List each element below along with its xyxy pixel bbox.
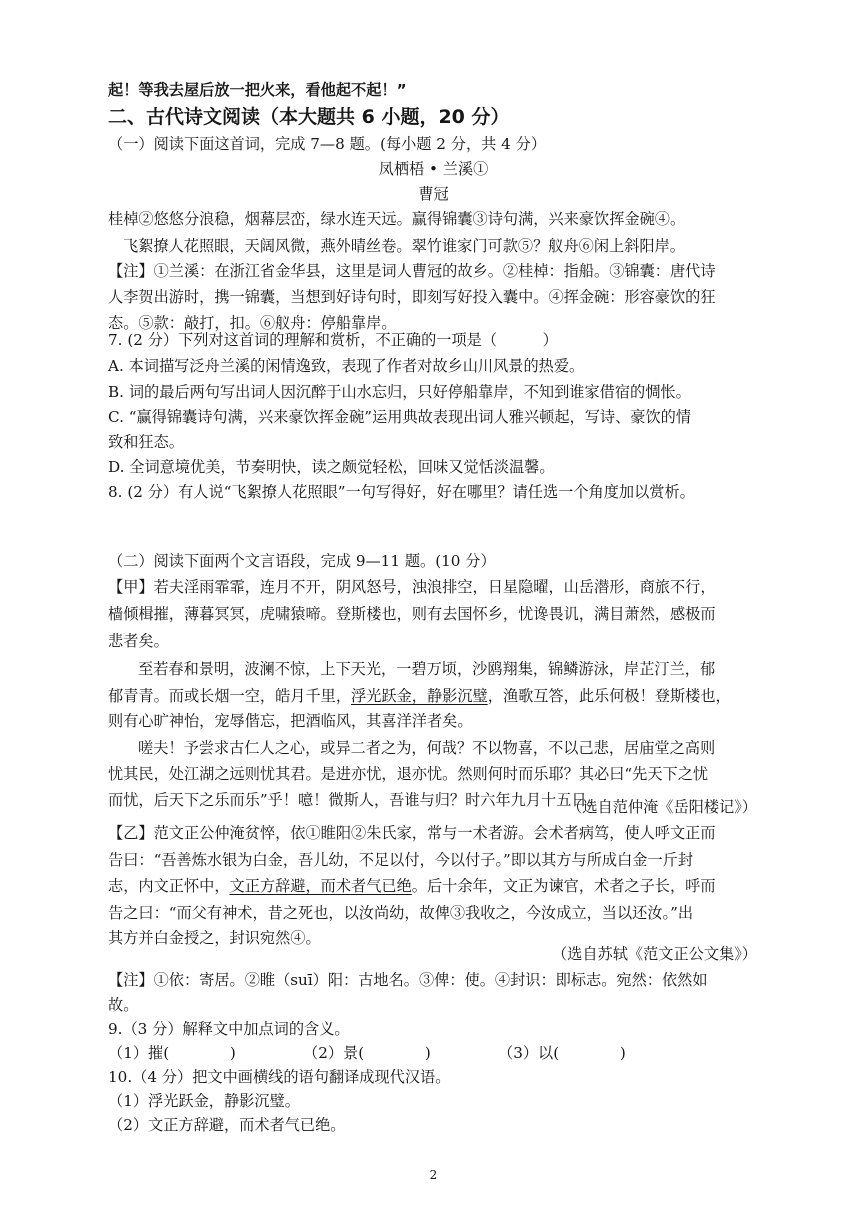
passage-jia-line: 忧其民，处江湖之远则忧其君。是进亦忧，退亦忧。然则何时而乐耶？其必曰“先天下之忧 — [108, 765, 709, 783]
passage-jia-line: 樯倾楫摧，薄暮冥冥，虎啸猿啼。登斯楼也，则有去国怀乡，忧谗畏讥，满目萧然，感极而 — [108, 605, 716, 623]
passage-yi-note-cont: 故。 — [108, 996, 139, 1014]
page-number: 2 — [429, 1168, 438, 1182]
question-9-item-3: （3）以( ) — [498, 1044, 626, 1062]
underlined-sentence-2: 文正方辞避，而术者气已绝 — [229, 877, 412, 895]
question-10-item-1: （1）浮光跃金，静影沉璧。 — [108, 1092, 300, 1110]
question-8: 8. (2 分）有人说“飞絮撩人花照眼”一句写得好，好在哪里？请任选一个角度加以赏析。 — [108, 483, 695, 501]
poem-line: 桂棹②悠悠分浪稳，烟幕层峦，绿水连天远。赢得锦囊③诗句满，兴来豪饮挥金碗④。 — [108, 210, 686, 228]
passage-yi-source: （选自苏轼《范文正公文集》） — [551, 945, 757, 963]
passage-yi-note: 【注】①依：寄居。②睢（suī）阳：古地名。③俾：使。④封识：即标志。宛然：依然如 — [108, 971, 708, 989]
question-7-stem: 7. (2 分）下列对这首词的理解和赏析，不正确的一项是（ ） — [108, 331, 558, 349]
passage-jia-line: 则有心旷神怡，宠辱偕忘，把酒临风，其喜洋洋者矣。 — [108, 712, 473, 730]
passage-yi-line: 其方并白金授之，封识宛然④。 — [108, 929, 321, 947]
passage-yi-line: 【乙】范文正公仲淹贫悴，依①睢阳②朱氏家，常与一术者游。会术者病笃，使人呼文正而 — [108, 824, 716, 842]
poem-title: 凤栖梧 • 兰溪① — [378, 160, 489, 178]
poem-note: 【注】①兰溪：在浙江省金华县，这里是词人曹冠的故乡。②桂棹：指船。③锦囊：唐代诗 — [108, 262, 716, 280]
passage-jia-line: 【甲】若夫淫雨霏霏，连月不开，阴风怒号，浊浪排空，日星隐曜，山岳潜形，商旅不行， — [108, 578, 716, 596]
question-7-option-c: C. “赢得锦囊诗句满，兴来豪饮挥金碗”运用典故表现出词人雅兴顿起，写诗、豪饮的情 — [108, 408, 692, 426]
question-7-option-c-cont: 致和狂态。 — [108, 433, 184, 451]
passage-yi-line: 志，内文正怀中，文正方辞避，而术者气已绝。后十余年，文正为谏官，术者之子长，呼而 — [108, 877, 716, 895]
poem-line: 飞絮撩人花照眼，天阔风微，燕外晴丝卷。翠竹谁家门可款⑤？舣舟⑥闲上斜阳岸。 — [123, 237, 685, 255]
passage-yi-line: 告之曰：“而父有神术，昔之死也，以汝尚幼，故俾③我收之，今汝成立，当以还汝。”出 — [108, 904, 694, 922]
passage-yi-line: 告曰：“吾善炼水银为白金，吾儿幼，不足以付，今以付子。”即以其方与所成白金一斤封 — [108, 851, 694, 869]
continued-line: 起！等我去屋后放一把火来，看他起不起！” — [108, 81, 407, 99]
question-9-item-2: （2）景( ) — [303, 1044, 431, 1062]
passage-jia-line: 而忧，后天下之乐而乐”乎！噫！微斯人，吾谁与归？时六年九月十五日。 — [108, 791, 602, 809]
question-9-items — [108, 1040, 757, 1066]
question-9-item-1: （1）摧( ) — [108, 1044, 236, 1062]
poem-note: 人李贺出游时，携一锦囊，当想到好诗句时，即刻写好投入囊中。④挥金碗：形容豪饮的狂 — [108, 288, 716, 306]
section-heading: 二、古代诗文阅读（本大题共 6 小题，20 分） — [108, 106, 510, 128]
passage-jia-line: 至若春和景明，波澜不惊，上下天光，一碧万顷，沙鸥翔集，锦鳞游泳，岸芷汀兰，郁 — [138, 660, 716, 678]
passage-jia-line: 悲者矣。 — [108, 632, 169, 650]
question-9: 9.（3 分）解释文中加点词的含义。 — [108, 1020, 350, 1038]
question-7-option-a: A. 本词描写泛舟兰溪的闲情逸致，表现了作者对故乡山川风景的热爱。 — [108, 357, 585, 375]
question-7-option-b: B. 词的最后两句写出词人因沉醉于山水忘归，只好停船靠岸，不知到谁家借宿的惆怅。 — [108, 383, 691, 401]
question-7-option-d: D. 全词意境优美，节奏明快，读之颇觉轻松，回味又觉恬淡温馨。 — [108, 458, 555, 476]
part1-instruction: （一）阅读下面这首词，完成 7—8 题。(每小题 2 分，共 4 分） — [108, 135, 547, 153]
poem-author: 曹冠 — [418, 185, 449, 203]
poem-note: 态。⑤款：敲打，扣。⑥舣舟：停船靠岸。 — [108, 314, 397, 332]
question-10-item-2: （2）文正方辞避，而术者气已绝。 — [108, 1116, 346, 1134]
underlined-sentence-1: 浮光跃金，静影沉璧 — [351, 687, 488, 705]
question-10: 10.（4 分）把文中画横线的语句翻译成现代汉语。 — [108, 1068, 451, 1086]
passage-jia-line: 嗟夫！予尝求古仁人之心，或异二者之为，何哉？不以物喜，不以己悲，居庙堂之高则 — [138, 739, 716, 757]
passage-jia-source: （选自范仲淹《岳阳楼记》） — [567, 798, 757, 816]
part2-instruction: （二）阅读下面两个文言语段，完成 9—11 题。(10 分） — [108, 552, 496, 570]
passage-jia-line: 郁青青。而或长烟一空，皓月千里，浮光跃金，静影沉璧，渔歌互答，此乐何极！登斯楼也， — [108, 687, 731, 705]
